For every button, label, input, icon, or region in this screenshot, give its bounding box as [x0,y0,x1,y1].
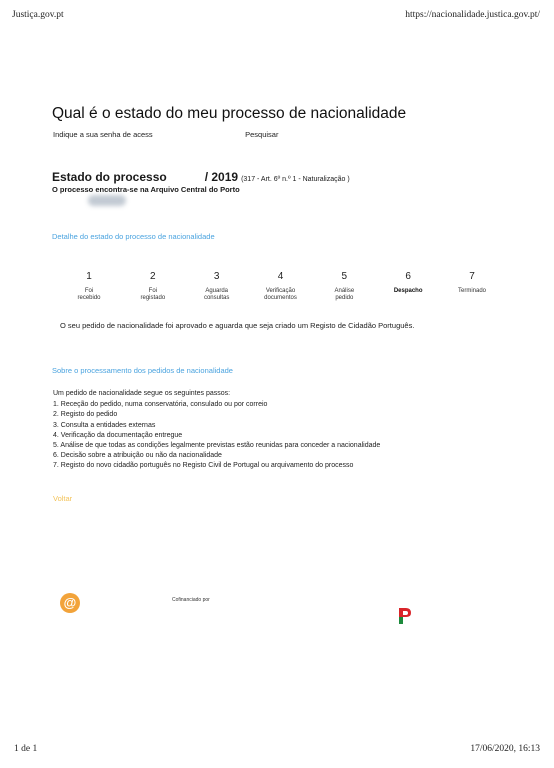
step-number: 3 [213,271,220,282]
print-header-site: Justiça.gov.pt [12,10,64,20]
progress-step [249,270,313,302]
process-steps-list [53,389,380,472]
step-number: 6 [405,271,411,282]
cofinanced-label: Cofinanciado por [172,597,210,603]
progress-step [376,270,440,295]
progress-steps [57,270,507,320]
step-label: Despacho [393,288,423,294]
process-number: / 2019 [204,170,239,184]
progress-step [121,270,185,302]
progress-step [57,270,121,302]
status-message: O seu pedido de nacionalidade foi aprovado e aguarda que seja criado um Registo de Cidadão Português. [60,321,415,330]
list-item: 3. Consulta a entidades externas [53,421,156,429]
progress-step [440,270,504,295]
list-item: 5. Análise de que todas as condições legalmente previstas estão reunidas para conceder a nacionalidade [53,442,381,450]
back-link[interactable]: Voltar [53,494,73,503]
list-item: 2. Registo do pedido [53,411,118,419]
process-heading: Estado do processo [52,170,167,184]
search-prompt: Indique a sua senha de acess [53,130,153,139]
process-location: O processo encontra-se na Arquivo Central do Porto [52,185,240,194]
about-heading: Sobre o processamento dos pedidos de nacionalidade [52,366,233,375]
list-item: 1. Receção do pedido, numa conservatória, consulado ou por correio [53,401,268,409]
list-item: 7. Registo do novo cidadão português no Registo Civil de Portugal ou arquivamento do processo [53,462,354,470]
page-title: Qual é o estado do meu processo de nacionalidade [52,105,407,122]
step-label: Análise pedido [334,288,355,301]
step-label: Verificação documentos [264,288,297,301]
step-number: 7 [469,271,475,282]
list-item: 4. Verificação da documentação entregue [53,431,183,439]
print-header-url: https://nacionalidade.justica.gov.pt/ [405,10,540,20]
list-item: 6. Decisão sobre a atribuição ou não da nacionalidade [53,452,222,460]
progress-step [185,270,249,302]
steps-intro: Um pedido de nacionalidade segue os seguintes passos: [53,390,231,397]
search-row [53,130,278,139]
step-label: Foi registado [140,288,166,301]
process-status-heading [52,168,350,186]
step-number: 1 [86,271,92,282]
print-footer-page: 1 de 1 [14,744,38,754]
search-button[interactable]: Pesquisar [245,130,279,139]
step-label: Terminado [457,288,486,294]
at-logo-icon: @ [60,593,80,613]
step-label: Foi recebido [77,288,101,301]
detail-heading: Detalhe do estado do processo de nacionalidade [52,232,215,241]
progress-step [312,270,376,302]
step-number: 4 [277,271,284,282]
redacted-area [88,195,126,206]
print-footer-datetime: 17/06/2020, 16:13 [470,744,540,754]
steps-ordered-list [53,400,380,471]
step-number: 5 [341,271,348,282]
step-number: 2 [150,271,156,282]
step-label: Aguarda consultas [203,288,230,301]
process-detail: (317 - Art. 6º n.º 1 - Naturalização ) [241,176,350,183]
portugal-republic-logo-icon [397,607,413,625]
